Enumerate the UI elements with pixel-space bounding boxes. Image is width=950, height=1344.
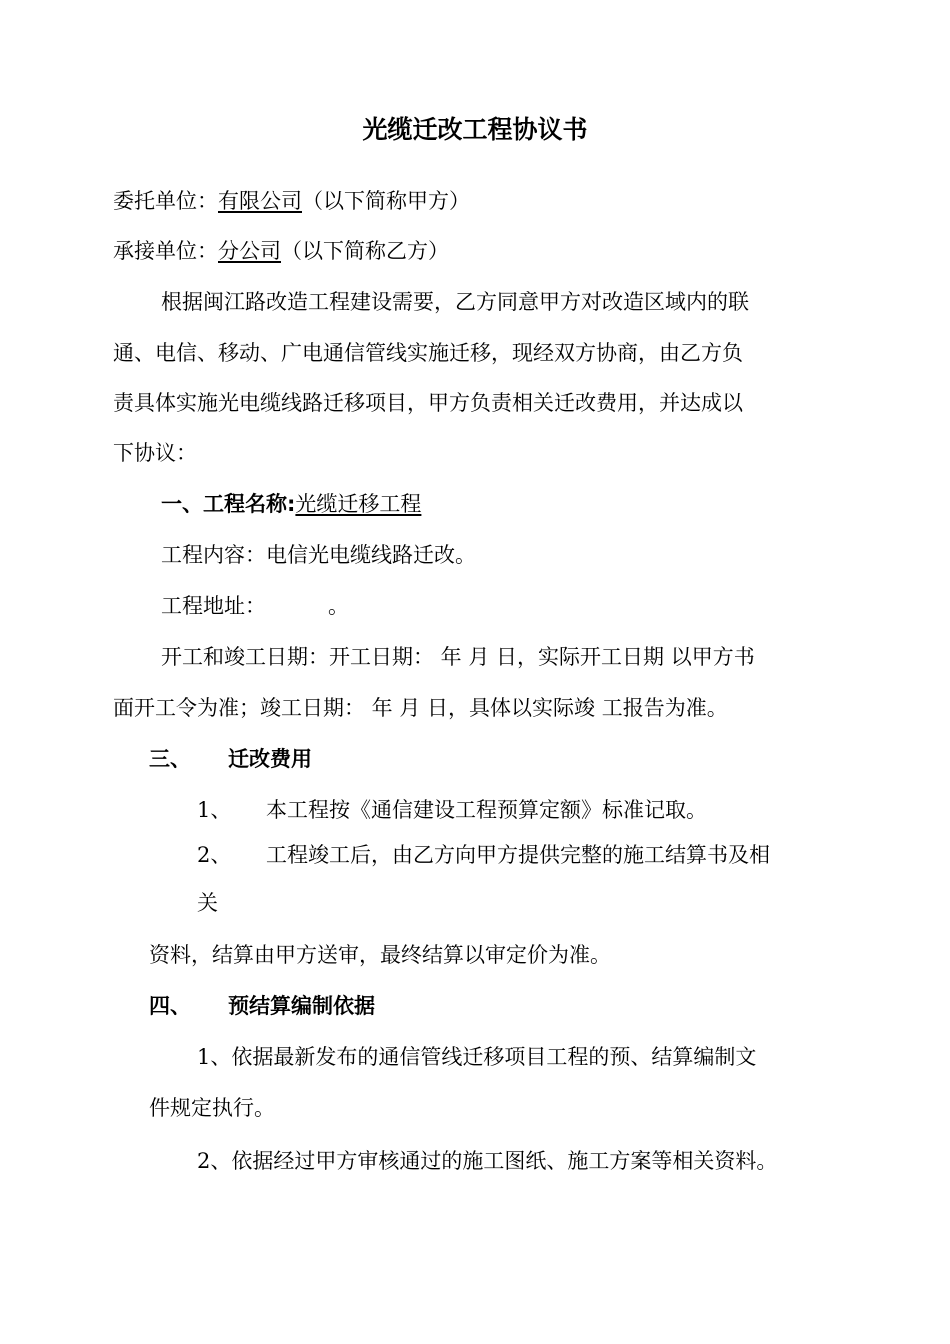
- intro-line-1: 根据闽江路改造工程建设需要，乙方同意甲方对改造区域内的联: [161, 290, 749, 314]
- address-line: [161, 591, 349, 621]
- fee-item-2-text: 工程竣工后，由乙方向甲方提供完整的施工结算书及相: [266, 843, 770, 867]
- fee-item-2-continuation: 资料，结算由甲方送审，最终结算以审定价为准。: [149, 943, 611, 967]
- contractor-name: 分公司: [218, 239, 281, 263]
- intro-line-2: 通、电信、移动、广电通信管线实施迁移，现经双方协商，由乙方负: [113, 341, 743, 365]
- client-line: [113, 186, 470, 216]
- section-4-number: 四、: [149, 994, 191, 1018]
- basis-item-1-line-2: 件规定执行。: [149, 1096, 275, 1120]
- section-4-heading: 预结算编制依据: [228, 994, 375, 1018]
- fee-item-1-number: 1、: [197, 798, 232, 822]
- section-1-heading: 一、工程名称:: [161, 492, 296, 516]
- intro-line-3: 责具体实施光电缆线路迁移项目，甲方负责相关迁改费用，并达成以: [113, 391, 743, 415]
- contractor-line: [113, 236, 449, 266]
- address-label: 工程地址：: [161, 594, 266, 618]
- client-name: 有限公司: [218, 189, 302, 213]
- basis-item-1-line-1: 1、依据最新发布的通信管线迁移项目工程的预、结算编制文: [197, 1045, 757, 1069]
- contractor-note: （以下简称乙方）: [281, 239, 449, 263]
- document-title: 光缆迁改工程协议书: [362, 115, 588, 144]
- basis-item-2: 2、依据经过甲方审核通过的施工图纸、施工方案等相关资料。: [197, 1149, 778, 1173]
- contractor-label: 承接单位：: [113, 239, 218, 263]
- section-3-heading: 迁改费用: [228, 747, 312, 771]
- client-label: 委托单位：: [113, 189, 218, 213]
- dates-line-1: 开工和竣工日期：开工日期： 年 月 日，实际开工日期 以甲方书: [161, 645, 755, 669]
- address-value: 。: [328, 594, 349, 618]
- section-1-line: [161, 489, 421, 519]
- fee-item-2-number: 2、: [197, 843, 232, 867]
- fee-item-1-text: 本工程按《通信建设工程预算定额》标准记取。: [266, 798, 707, 822]
- intro-line-4: 下协议：: [113, 441, 197, 465]
- client-note: （以下简称甲方）: [302, 189, 470, 213]
- dates-line-2: 面开工令为准；竣工日期： 年 月 日，具体以实际竣 工报告为准。: [113, 696, 728, 720]
- content-line: 工程内容：电信光电缆线路迁改。: [161, 543, 476, 567]
- fee-item-2-wrap: 关: [197, 891, 218, 915]
- section-3-number: 三、: [149, 747, 191, 771]
- project-name: 光缆迁移工程: [295, 492, 422, 516]
